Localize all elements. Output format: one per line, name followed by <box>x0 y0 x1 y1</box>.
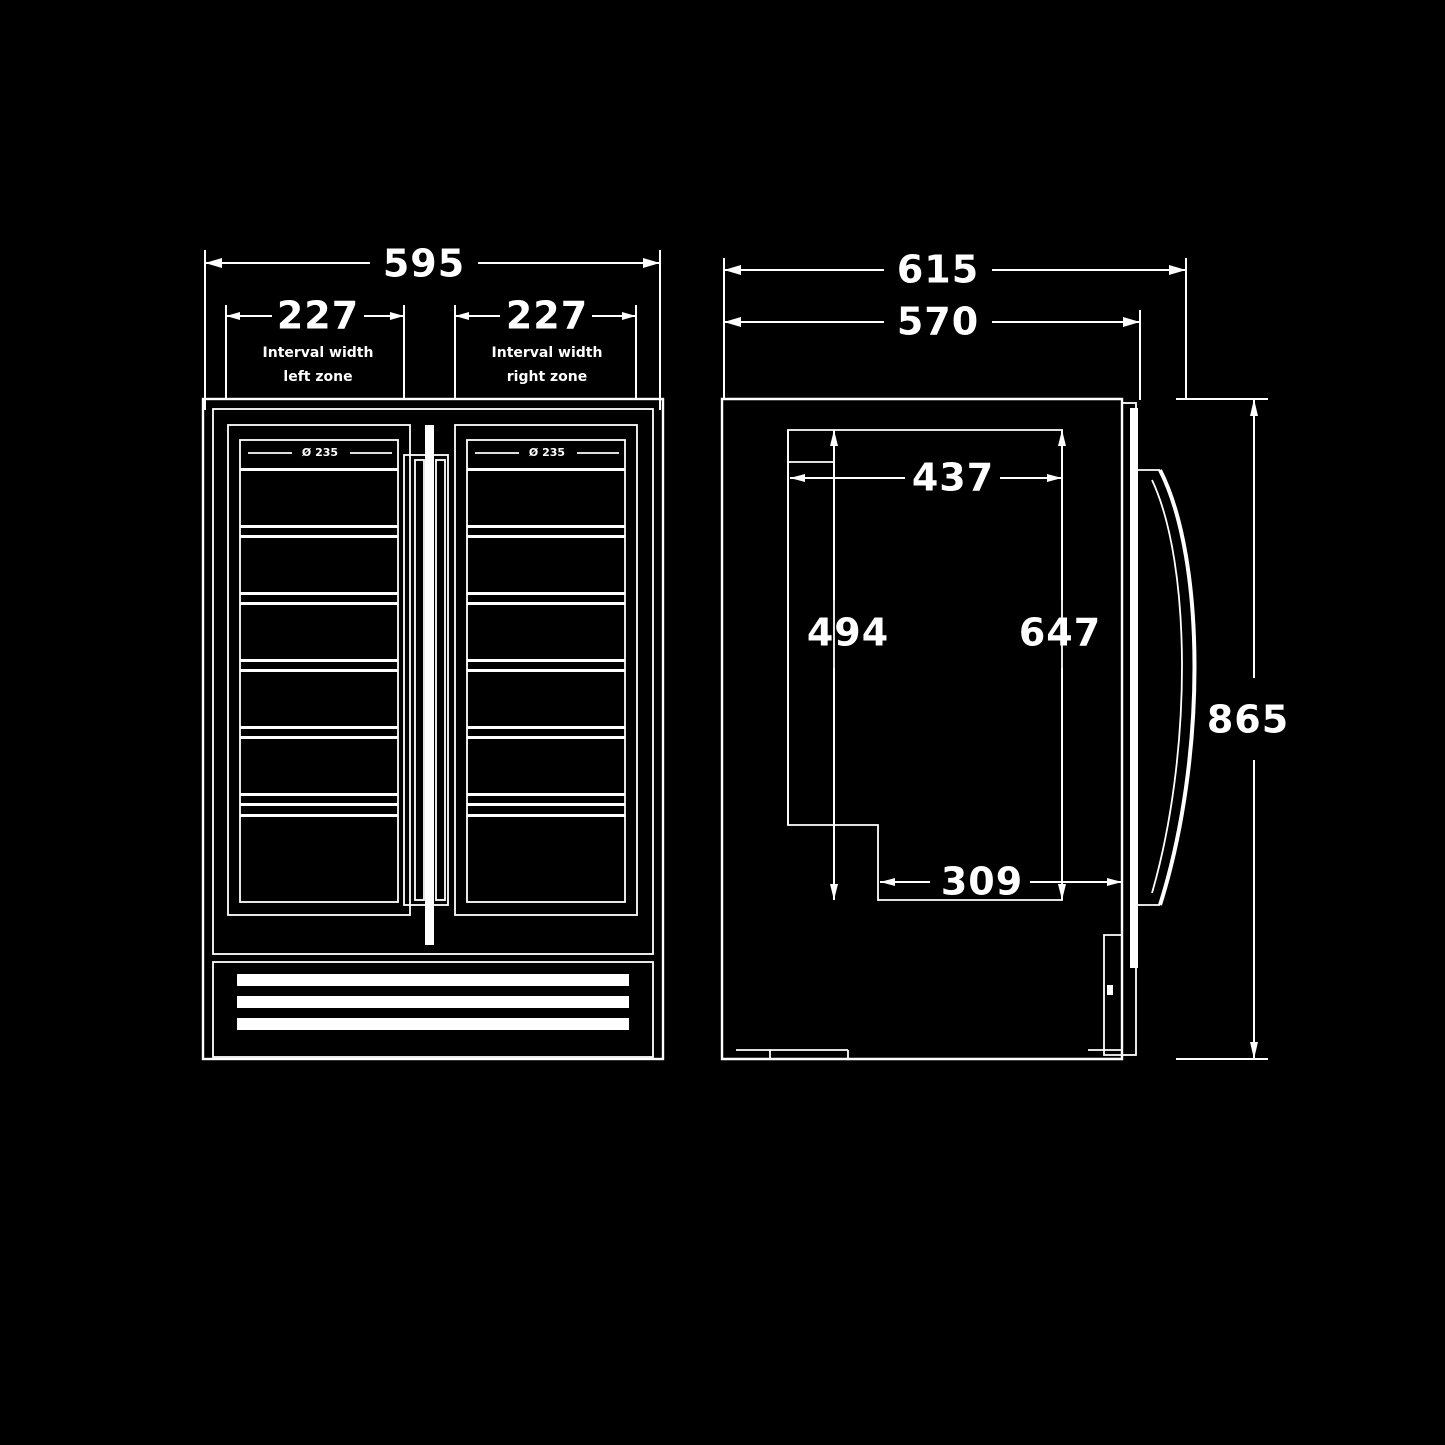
dim-494-label: 494 <box>806 610 890 655</box>
dim-side-mid-height <box>1019 430 1101 900</box>
dim-227-right-label: 227 <box>505 293 589 338</box>
shelf-note-left-label: Ø 235 <box>301 446 339 459</box>
dim-227-left-label: 227 <box>276 293 360 338</box>
dim-right-zone-note-line1: Interval width <box>491 345 603 361</box>
side-bracket-pin <box>1107 985 1113 995</box>
shelf-note-right-label: Ø 235 <box>528 446 566 459</box>
dim-front-right-zone <box>455 294 636 401</box>
dim-front-overall-width <box>205 242 660 411</box>
dim-309-label: 309 <box>940 859 1024 904</box>
dim-570-label: 570 <box>896 299 980 344</box>
dim-647-label: 647 <box>1018 610 1102 655</box>
front-view-group <box>203 242 663 1060</box>
front-right-shelves <box>467 468 625 817</box>
dim-right-zone-note-line2: right zone <box>506 369 588 385</box>
front-bottom-grille <box>213 962 653 1057</box>
dim-865-label: 865 <box>1206 697 1290 742</box>
dim-side-upper-height <box>807 430 889 900</box>
front-left-shelves <box>240 468 398 817</box>
dim-front-left-zone <box>226 294 404 401</box>
side-door-panel <box>1130 408 1138 968</box>
side-interior-shelf-outline <box>788 430 1062 900</box>
dim-left-zone-note-line2: left zone <box>283 369 353 385</box>
dim-595-label: 595 <box>382 241 466 286</box>
dim-615-label: 615 <box>896 247 980 292</box>
dim-side-lower-height <box>880 860 1122 904</box>
dim-437-label: 437 <box>911 455 995 500</box>
dim-side-body-depth <box>724 300 1140 401</box>
dim-left-zone-note-line1: Interval width <box>262 345 374 361</box>
side-view-group <box>722 248 1289 1060</box>
